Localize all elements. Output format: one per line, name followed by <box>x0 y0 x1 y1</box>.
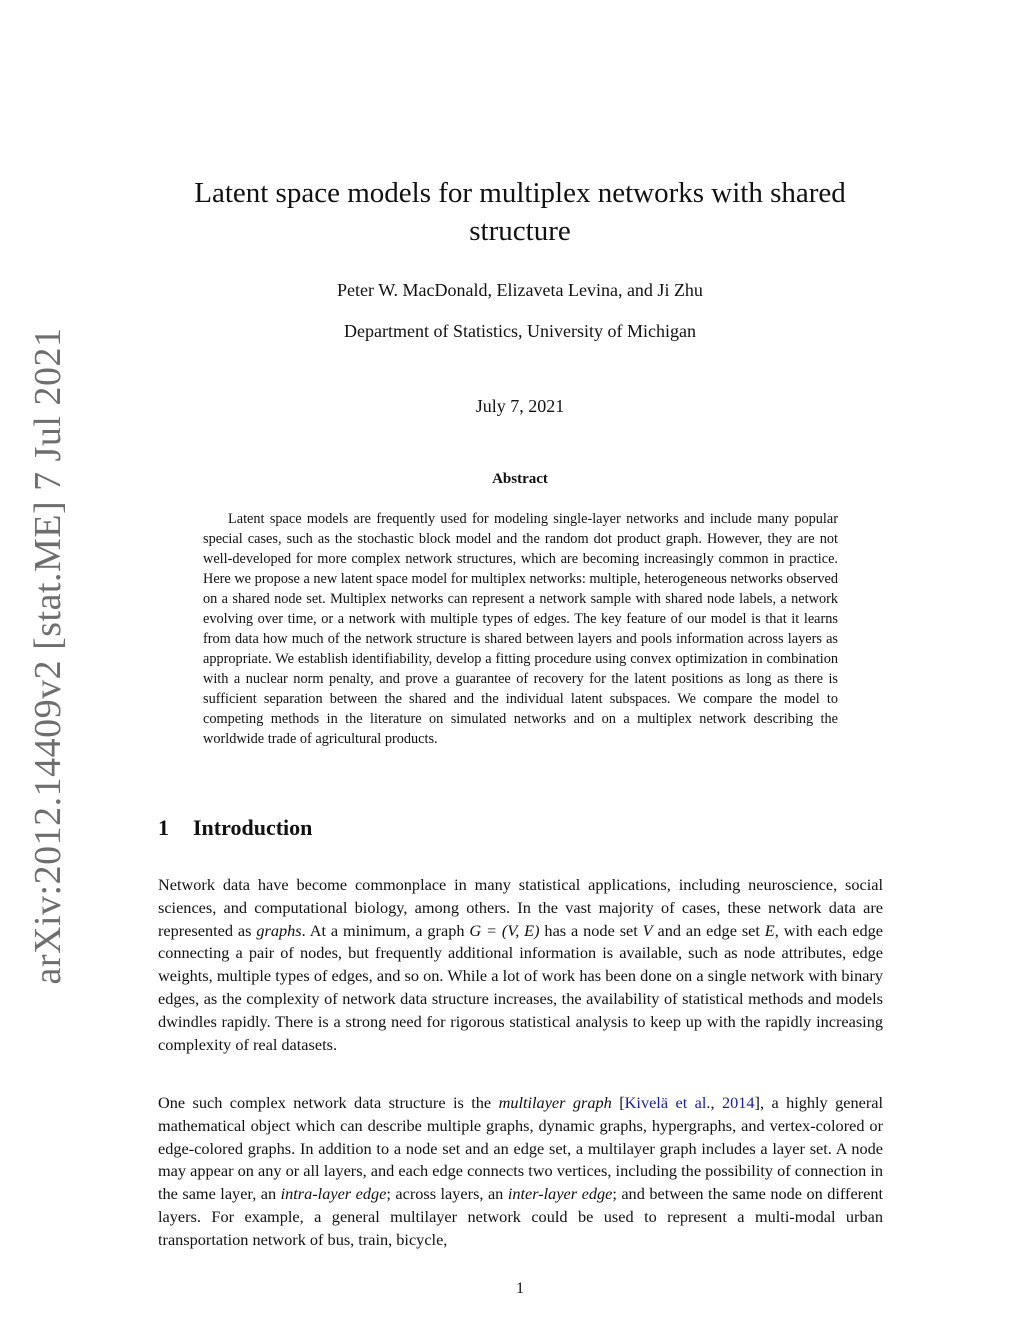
page-number: 1 <box>516 1280 524 1297</box>
emphasis-graphs: graphs <box>256 920 302 940</box>
emphasis-multilayer-graph: multilayer graph <box>498 1093 612 1112</box>
citation-separator: , <box>710 1093 722 1112</box>
section-number: 1 <box>158 815 169 840</box>
para1-text-5: , with each edge connecting a pair of nodes, but frequently additional information is available, such as node attributes, edge weights, multiple types of edges, and so on. While a lot of work has been done on a single network with binary edges, as the complexity of network data structure increases, the availability of statistical methods and models dwindles rapidly. There is a strong need for rigorous statistical analysis to keep up with the rapidly increasing complexity of real datasets. <box>158 920 884 1054</box>
paper-date: July 7, 2021 <box>475 396 565 416</box>
emphasis-intra-layer-edge: intra-layer edge <box>280 1184 387 1204</box>
paper-title: Latent space models for multiplex networks with shared structure <box>194 177 846 247</box>
intro-paragraph-1 <box>158 874 883 1056</box>
section-heading-introduction <box>158 814 312 842</box>
citation-link-author[interactable]: Kivelä et al. <box>624 1093 711 1112</box>
math-graph-definition: G = (V, E) <box>469 920 540 940</box>
para1-text-2: . At a minimum, a graph <box>301 920 470 940</box>
para2-text-2: , a highly general mathematical object which can describe multiple graphs, dynamic graphs, hypergraphs, and vertex-colored or edge-colored graphs. In addition to a node set and an edge set, a multilayer graph includes a layer set. A node may appear on any or all layers, and each edge connects two vertices, including the possibility of connection in the same layer, an <box>158 1093 884 1204</box>
section-title: Introduction <box>193 815 313 840</box>
para1-text-3: has a node set <box>539 920 643 940</box>
citation-close-bracket: ] <box>754 1093 760 1112</box>
citation-open-bracket: [ <box>611 1093 625 1112</box>
intro-paragraph-2 <box>158 1092 883 1252</box>
emphasis-inter-layer-edge: inter-layer edge <box>507 1184 613 1204</box>
para1-text-1: Network data have become commonplace in many statistical applications, including neuroscience, social sciences, and computational biology, among others. In the vast majority of cases, these network data are represented as <box>158 875 883 940</box>
citation-link-year[interactable]: 2014 <box>721 1093 755 1112</box>
author-affiliation: Department of Statistics, University of Michigan <box>344 321 696 341</box>
para1-text-4: and an edge set <box>652 920 765 940</box>
abstract-heading: Abstract <box>492 471 548 487</box>
abstract-text: Latent space models are frequently used for modeling single-layer networks and include many popular special cases, such as the stochastic block model and the random dot product graph. However, they are not well-developed for more complex network structures, which are becoming increasingly common in practice. Here we propose a new latent space model for multiplex networks: multiple, heterogeneous networks observed on a shared node set. Multiplex networks can represent a network sample with shared node labels, a network evolving over time, or a network with multiple types of edges. The key feature of our model is that it learns from data how much of the network structure is shared between layers and pools information across layers as appropriate. We establish identifiability, develop a fitting procedure using convex optimization in combination with a nuclear norm penalty, and prove a guarantee of recovery for the latent positions as long as there is sufficient separation between the shared and the individual latent subspaces. We compare the model to competing methods in the literature on simulated networks and on a multiplex network describing the worldwide trade of agricultural products. <box>203 511 838 747</box>
para2-text-3: ; across layers, an <box>386 1184 508 1204</box>
math-node-set: V <box>642 920 653 940</box>
paper-authors: Peter W. MacDonald, Elizaveta Levina, and Ji Zhu <box>337 280 703 300</box>
arxiv-identifier-stamp: arXiv:2012.14409v2 [stat.ME] 7 Jul 2021 <box>27 327 69 985</box>
para2-text-1: One such complex network data structure is the <box>158 1093 499 1112</box>
para2-text-4: ; and between the same node on different layers. For example, a general multilayer network could be used to represent a multi-modal urban transportation network of bus, train, bicycle, <box>158 1184 883 1249</box>
math-edge-set: E <box>764 920 775 940</box>
